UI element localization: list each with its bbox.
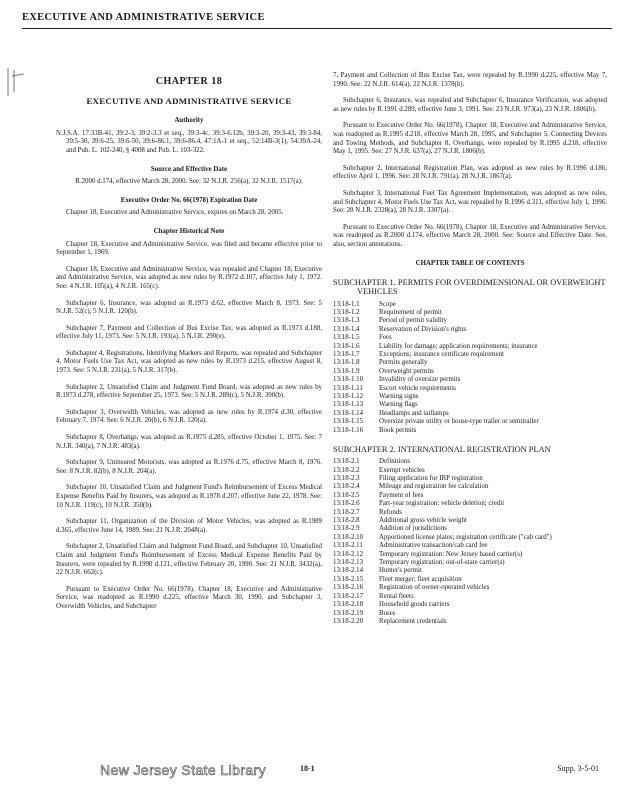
historical-note-para: Subchapter 2, Unsatisfied Claim and Judgment Fund Board, was adopted as new rules by R.1973 d.278, effective September 25, 1973. See: 5 N.J.R. 289(c), 5 N.J.R. 390(b). xyxy=(56,383,322,400)
toc-entry xyxy=(333,584,607,592)
section-title: Household goods carriers xyxy=(379,601,450,609)
section-number: 13:18-2.14 xyxy=(333,567,364,575)
section-title: Registration of owner-operated vehicles xyxy=(379,584,490,592)
section-number: 13:18-1.9 xyxy=(333,367,360,375)
section-title: Liability for damage; application requirements; insurance xyxy=(379,342,538,350)
toc-entry xyxy=(333,326,607,334)
section-title: Invalidity of oversize permits xyxy=(379,376,461,384)
header-rule xyxy=(22,28,612,29)
section-number: 13:18-1.10 xyxy=(333,376,364,384)
section-number: 13:18-2.17 xyxy=(333,592,364,600)
source-text: R.2000 d.174, effective March 28, 2000. See: 32 N.J.R. 256(a), 32 N.J.R. 1517(a). xyxy=(75,178,303,186)
section-number: 13:18-1.6 xyxy=(333,342,360,350)
section-title: Temporary registration: New Jersey based carrier(s) xyxy=(379,550,523,558)
toc-entry xyxy=(333,559,607,567)
historical-note-para: 7, Payment and Collection of Bus Excise Tax, were repealed by R.1990 d.225, effective May 7, 1990. See: 22 N.J.R. 614(a), 22 N.J.R. 1378(b). xyxy=(333,72,607,88)
toc-entry xyxy=(333,525,607,533)
section-title: Fees xyxy=(379,334,392,342)
toc-entry xyxy=(333,492,607,500)
toc-entry xyxy=(333,418,607,426)
historical-note-para: Chapter 18, Executive and Administrative Service, was repealed and Chapter 18, Executive and Administrative Service, was adopted as new rules by R.1972 d.107, effective July 1, 1972. See: 4 N.J.R. 105(a), 4 N.J.R. 165(c). xyxy=(56,265,322,290)
toc-entry xyxy=(333,467,607,475)
section-title: Administrative transaction/cab card fee xyxy=(379,542,488,550)
chapter-title: EXECUTIVE AND ADMINISTRATIVE SERVICE xyxy=(86,95,292,106)
historical-note-para: Pursuant to Executive Order No. 66(1978), Chapter 18, Executive and Administrative Service, was readopted as R.1995 d.218, effective March 28, 1995, and Subchapter 5, Connecting Devices and Towing Methods, and Subchapter 8, Overhangs, were repealed by R.1995 d.218, effective May 1, 1995. See: 27 N.J.R. 637(a), 27 N.J.R. 1806(b). xyxy=(333,122,607,156)
toc-entry xyxy=(333,534,607,542)
section-number: 13:18-1.12 xyxy=(333,392,364,400)
toc-entry xyxy=(333,618,607,626)
section-title: Period of permit validity xyxy=(379,317,447,325)
section-title: Warning flags xyxy=(379,401,418,409)
section-number: 13:18-2.15 xyxy=(333,575,364,583)
section-title: Rental fleets xyxy=(379,592,414,600)
chapter-number: CHAPTER 18 xyxy=(155,76,223,87)
section-number: 13:18-2.9 xyxy=(333,525,360,533)
section-number: 13:18-2.3 xyxy=(333,475,360,483)
section-number: 13:18-1.4 xyxy=(333,325,360,333)
section-number: 13:18-2.6 xyxy=(333,500,360,508)
left-column xyxy=(56,72,322,620)
section-number: 13:18-1.3 xyxy=(333,317,360,325)
historical-note-para: Subchapter 7, Payment and Collection of Bus Excise Tax, was adopted as R.1973 d.188, effective July 11, 1973. See: 5 N.J.R. 193(a), 5 N.J.R. 290(e). xyxy=(56,324,322,341)
section-title: Refunds xyxy=(379,508,402,516)
historical-note-para: Subchapter 10, Unsatisfied Claim and Judgment Fund's Reimbursement of Excess Medical Expense Benefits Paid by Insurers, was adopted as R.1978 d.207, effective June 22, 1978. See: 10 N.J.R. 119(c), 10 N.J.R. 350(b). xyxy=(56,484,322,509)
margin-mark-icon xyxy=(4,66,28,102)
toc-entry xyxy=(333,317,607,325)
section-number: 13:18-1.1 xyxy=(333,300,360,308)
section-title: Hunter's permit xyxy=(379,567,422,575)
historical-note-para: Subchapter 2, Unsatisfied Claim and Judgment Fund Board, and Subchapter 10, Unsatisfied Claim and Judgment Fund's Reimbursement of Excess Medical Expense Benefits Paid by Insurers, were repealed by R.1990 d.121, effective February 20, 1990. See: 21 N.J.R. 3432(a), 22 N.J.R. 662(c). xyxy=(56,543,322,577)
section-title: Warning signs xyxy=(379,392,419,400)
library-watermark-logo: New Jersey State Library xyxy=(100,762,266,778)
section-title: Definitions xyxy=(379,458,411,466)
section-number: 13:18-2.2 xyxy=(333,466,360,474)
toc-entry xyxy=(333,376,607,384)
subchapter-2-heading: SUBCHAPTER 2. INTERNATIONAL REGISTRATION PLAN xyxy=(333,445,551,454)
page-number: 18-1 xyxy=(300,764,315,773)
section-number: 13:18-1.13 xyxy=(333,401,364,409)
toc-entry xyxy=(333,542,607,550)
right-column xyxy=(333,72,607,636)
section-number: 13:18-2.12 xyxy=(333,550,364,558)
section-title: Replacement credentials xyxy=(379,617,447,625)
section-number: 13:18-2.7 xyxy=(333,508,360,516)
historical-note-para: Subchapter 6, Insurance, was adopted as R.1973 d.62, effective March 8, 1973. See: 5 N.J.R. 52(c), 5 N.J.R. 120(b). xyxy=(56,299,322,316)
toc-entry xyxy=(333,551,607,559)
section-title: Filing application for IRP registration xyxy=(379,475,483,483)
section-number: 13:18-1.5 xyxy=(333,334,360,342)
supplement-date: Supp. 3-5-01 xyxy=(557,764,599,773)
subchapter-1-toc xyxy=(333,301,607,436)
section-number: 13:18-2.11 xyxy=(333,542,363,550)
source-heading: Source and Effective Date xyxy=(150,165,228,173)
authority-text: N.J.S.A. 17:33B-41, 39:2-3, 39:2-3.3 et seq., 39:3-4c, 39:3-6.12b, 39:3-20, 39:3-43, 39:3-84, 39:5-30, 39:6-25, 39:6-50, 39:6-86.1, 39:6-86.4, 47:1A-1 et seq., 52:14B-3(1), 54:39A-24, and Pub. L. 102-240, § 4008 and Pub. L. 103-322. xyxy=(56,129,322,154)
section-number: 13:18-2.1 xyxy=(333,458,360,466)
historical-note-para: Subchapter 3, Overwidth Vehicles, was adopted as new rules by R.1974 d.30, effective February 7, 1974. See: 6 N.J.R. 20(b), 6 N.J.R. 120(a). xyxy=(56,408,322,425)
section-number: 13:18-2.10 xyxy=(333,533,364,541)
section-number: 13:18-1.14 xyxy=(333,409,364,417)
toc-entry xyxy=(333,517,607,525)
section-title: Permits generally xyxy=(379,359,428,367)
section-title: Exempt vehicles xyxy=(379,466,425,474)
section-title: Overweight permits xyxy=(379,367,434,375)
section-number: 13:18-1.2 xyxy=(333,308,360,316)
section-title: Requirement of permit xyxy=(379,308,442,316)
section-title: Escort vehicle requirements xyxy=(379,384,456,392)
historical-note-para: Subchapter 2, International Registration Plan, was adopted as new rules by R.1996 d.186, effective April 1, 1996. See: 28 N.J.R. 791(a), 28 N.J.R. 1867(a). xyxy=(333,164,607,181)
section-title: Exceptions; insurance certificate requirement xyxy=(379,350,504,358)
section-number: 13:18-2.18 xyxy=(333,601,364,609)
section-number: 13:18-2.5 xyxy=(333,491,360,499)
historical-note-para: Subchapter 8, Overhangs, was adopted as R.1975 d.285, effective October 1, 1975. See: 7 N.J.R. 340(a), 7 N.J.R. 483(a). xyxy=(56,434,322,450)
section-title: Buses xyxy=(379,609,396,617)
running-header: EXECUTIVE AND ADMINISTRATIVE SERVICE xyxy=(22,12,265,23)
section-number: 13:18-2.4 xyxy=(333,483,360,491)
toc-entry xyxy=(333,401,607,409)
subchapter-2-toc xyxy=(333,458,607,626)
toc-entry xyxy=(333,500,607,508)
historical-note-para: Pursuant to Executive Order No. 66(1978), Chapter 18, Executive and Administrative Service, was readopted as R.2000 d.174, effective March 28, 2000. See: Source and Effective Date. See, also, section annotations. xyxy=(333,223,607,248)
toc-entry xyxy=(333,309,607,317)
section-number: 13:18-2.19 xyxy=(333,609,364,617)
page-footer xyxy=(0,758,625,788)
historical-note-para: Chapter 18, Executive and Administrative Service, was filed and became effective prior to September 1, 1969. xyxy=(56,240,322,257)
historical-note-para: Subchapter 4, Registrations, Identifying Markers and Reports, was repealed and Subchapter 4, Motor Fuels Use Tax Act, was adopted as new rules by R.1973 d.215, effective August 8, 1973. See: 5 N.J.R. 231(a), 5 N.J.R. 317(b). xyxy=(56,349,322,375)
toc-entry xyxy=(333,458,607,466)
toc-entry xyxy=(333,610,607,618)
executive-order-text: Chapter 18, Executive and Administrative Service, expires on March 28, 2005. xyxy=(66,209,284,217)
historical-note-para: Subchapter 11, Organization of the Division of Motor Vehicles, was adopted as R.1989 d.365, effective June 14, 1989. See: 21 N.J.R. 2048(a). xyxy=(56,518,322,534)
section-title: Payment of fees xyxy=(379,491,424,499)
toc-entry xyxy=(333,509,607,517)
section-number: 13:18-1.8 xyxy=(333,359,360,367)
toc-entry xyxy=(333,601,607,609)
toc-entry xyxy=(333,368,607,376)
section-number: 13:18-2.8 xyxy=(333,517,360,525)
historical-note-para: Subchapter 3, International Fuel Tax Agreement Implementation, was adopted as new rules, and Subchapter 4, Motor Fuels Use Tax Act, was repealed by R.1996 d.311, effective July 1, 1996. See: 28 N.J.R. 2328(a), 28 N.J.R. 3307(a). xyxy=(333,189,607,215)
section-title: Headlamps and taillamps xyxy=(379,409,449,417)
toc-entry xyxy=(333,427,607,435)
table-of-contents-heading: CHAPTER TABLE OF CONTENTS xyxy=(415,259,525,267)
section-title: Oversize private utility or house-type trailer or semitrailer xyxy=(379,418,539,426)
toc-entry xyxy=(333,334,607,342)
section-number: 13:18-2.20 xyxy=(333,617,364,625)
section-title: Fleet merger; fleet acquisition xyxy=(379,575,462,583)
toc-entry xyxy=(333,301,607,309)
section-title: Part-year registration; vehicle deletion; credit xyxy=(379,500,505,508)
executive-order-heading: Executive Order No. 66(1978) Expiration Date xyxy=(120,196,258,204)
authority-heading: Authority xyxy=(174,117,204,125)
section-number: 13:18-1.15 xyxy=(333,418,364,426)
toc-entry xyxy=(333,593,607,601)
toc-entry xyxy=(333,576,607,584)
section-title: Book permits xyxy=(379,426,417,434)
section-title: Scope xyxy=(379,300,396,308)
historical-note-para: Subchapter 6, Insurance, was repealed and Subchapter 6, Insurance Verification, was adopted as new rules by R.1991 d.289, effective June 3, 1991. See: 23 N.J.R. 973(a), 23 N.J.R. 1806(b). xyxy=(333,97,607,113)
section-title: Reservation of Division's rights xyxy=(379,325,467,333)
section-title: Addition of jurisdictions xyxy=(379,525,447,533)
section-title: Additional gross vehicle weight xyxy=(379,517,467,525)
historical-note-para: Subchapter 9, Uninsured Motorists, was adopted as R.1976 d.75, effective March 8, 1976. See: 8 N.J.R. 82(b), 8 N.J.R. 204(a). xyxy=(56,459,322,475)
toc-entry xyxy=(333,351,607,359)
toc-entry xyxy=(333,567,607,575)
historical-note-para: Pursuant to Executive Order No. 66(1978), Chapter 18, Executive and Administrative Service, was readopted as R.1990 d.225, effective March 30, 1990, and Subchapter 3, Overwidth Vehicles, and Subchapter xyxy=(56,585,322,610)
section-number: 13:18-1.7 xyxy=(333,350,360,358)
toc-entry xyxy=(333,475,607,483)
toc-entry xyxy=(333,385,607,393)
toc-entry xyxy=(333,393,607,401)
toc-entry xyxy=(333,343,607,351)
subchapter-1-heading: SUBCHAPTER 1. PERMITS FOR OVERDIMENSIONAL OR OVERWEIGHT VEHICLES xyxy=(333,278,606,297)
historical-note-heading: Chapter Historical Note xyxy=(153,227,225,235)
section-number: 13:18-1.11 xyxy=(333,384,363,392)
section-number: 13:18-1.16 xyxy=(333,426,364,434)
toc-entry xyxy=(333,359,607,367)
section-title: Apportioned license plates; registration certificate ("cab card") xyxy=(379,533,552,541)
section-number: 13:18-2.13 xyxy=(333,559,364,567)
section-title: Mileage and registration fee calculation xyxy=(379,483,489,491)
section-number: 13:18-2.16 xyxy=(333,584,364,592)
section-title: Temporary registration; out-of-state carrier(s) xyxy=(379,559,505,567)
toc-entry xyxy=(333,410,607,418)
toc-entry xyxy=(333,483,607,491)
